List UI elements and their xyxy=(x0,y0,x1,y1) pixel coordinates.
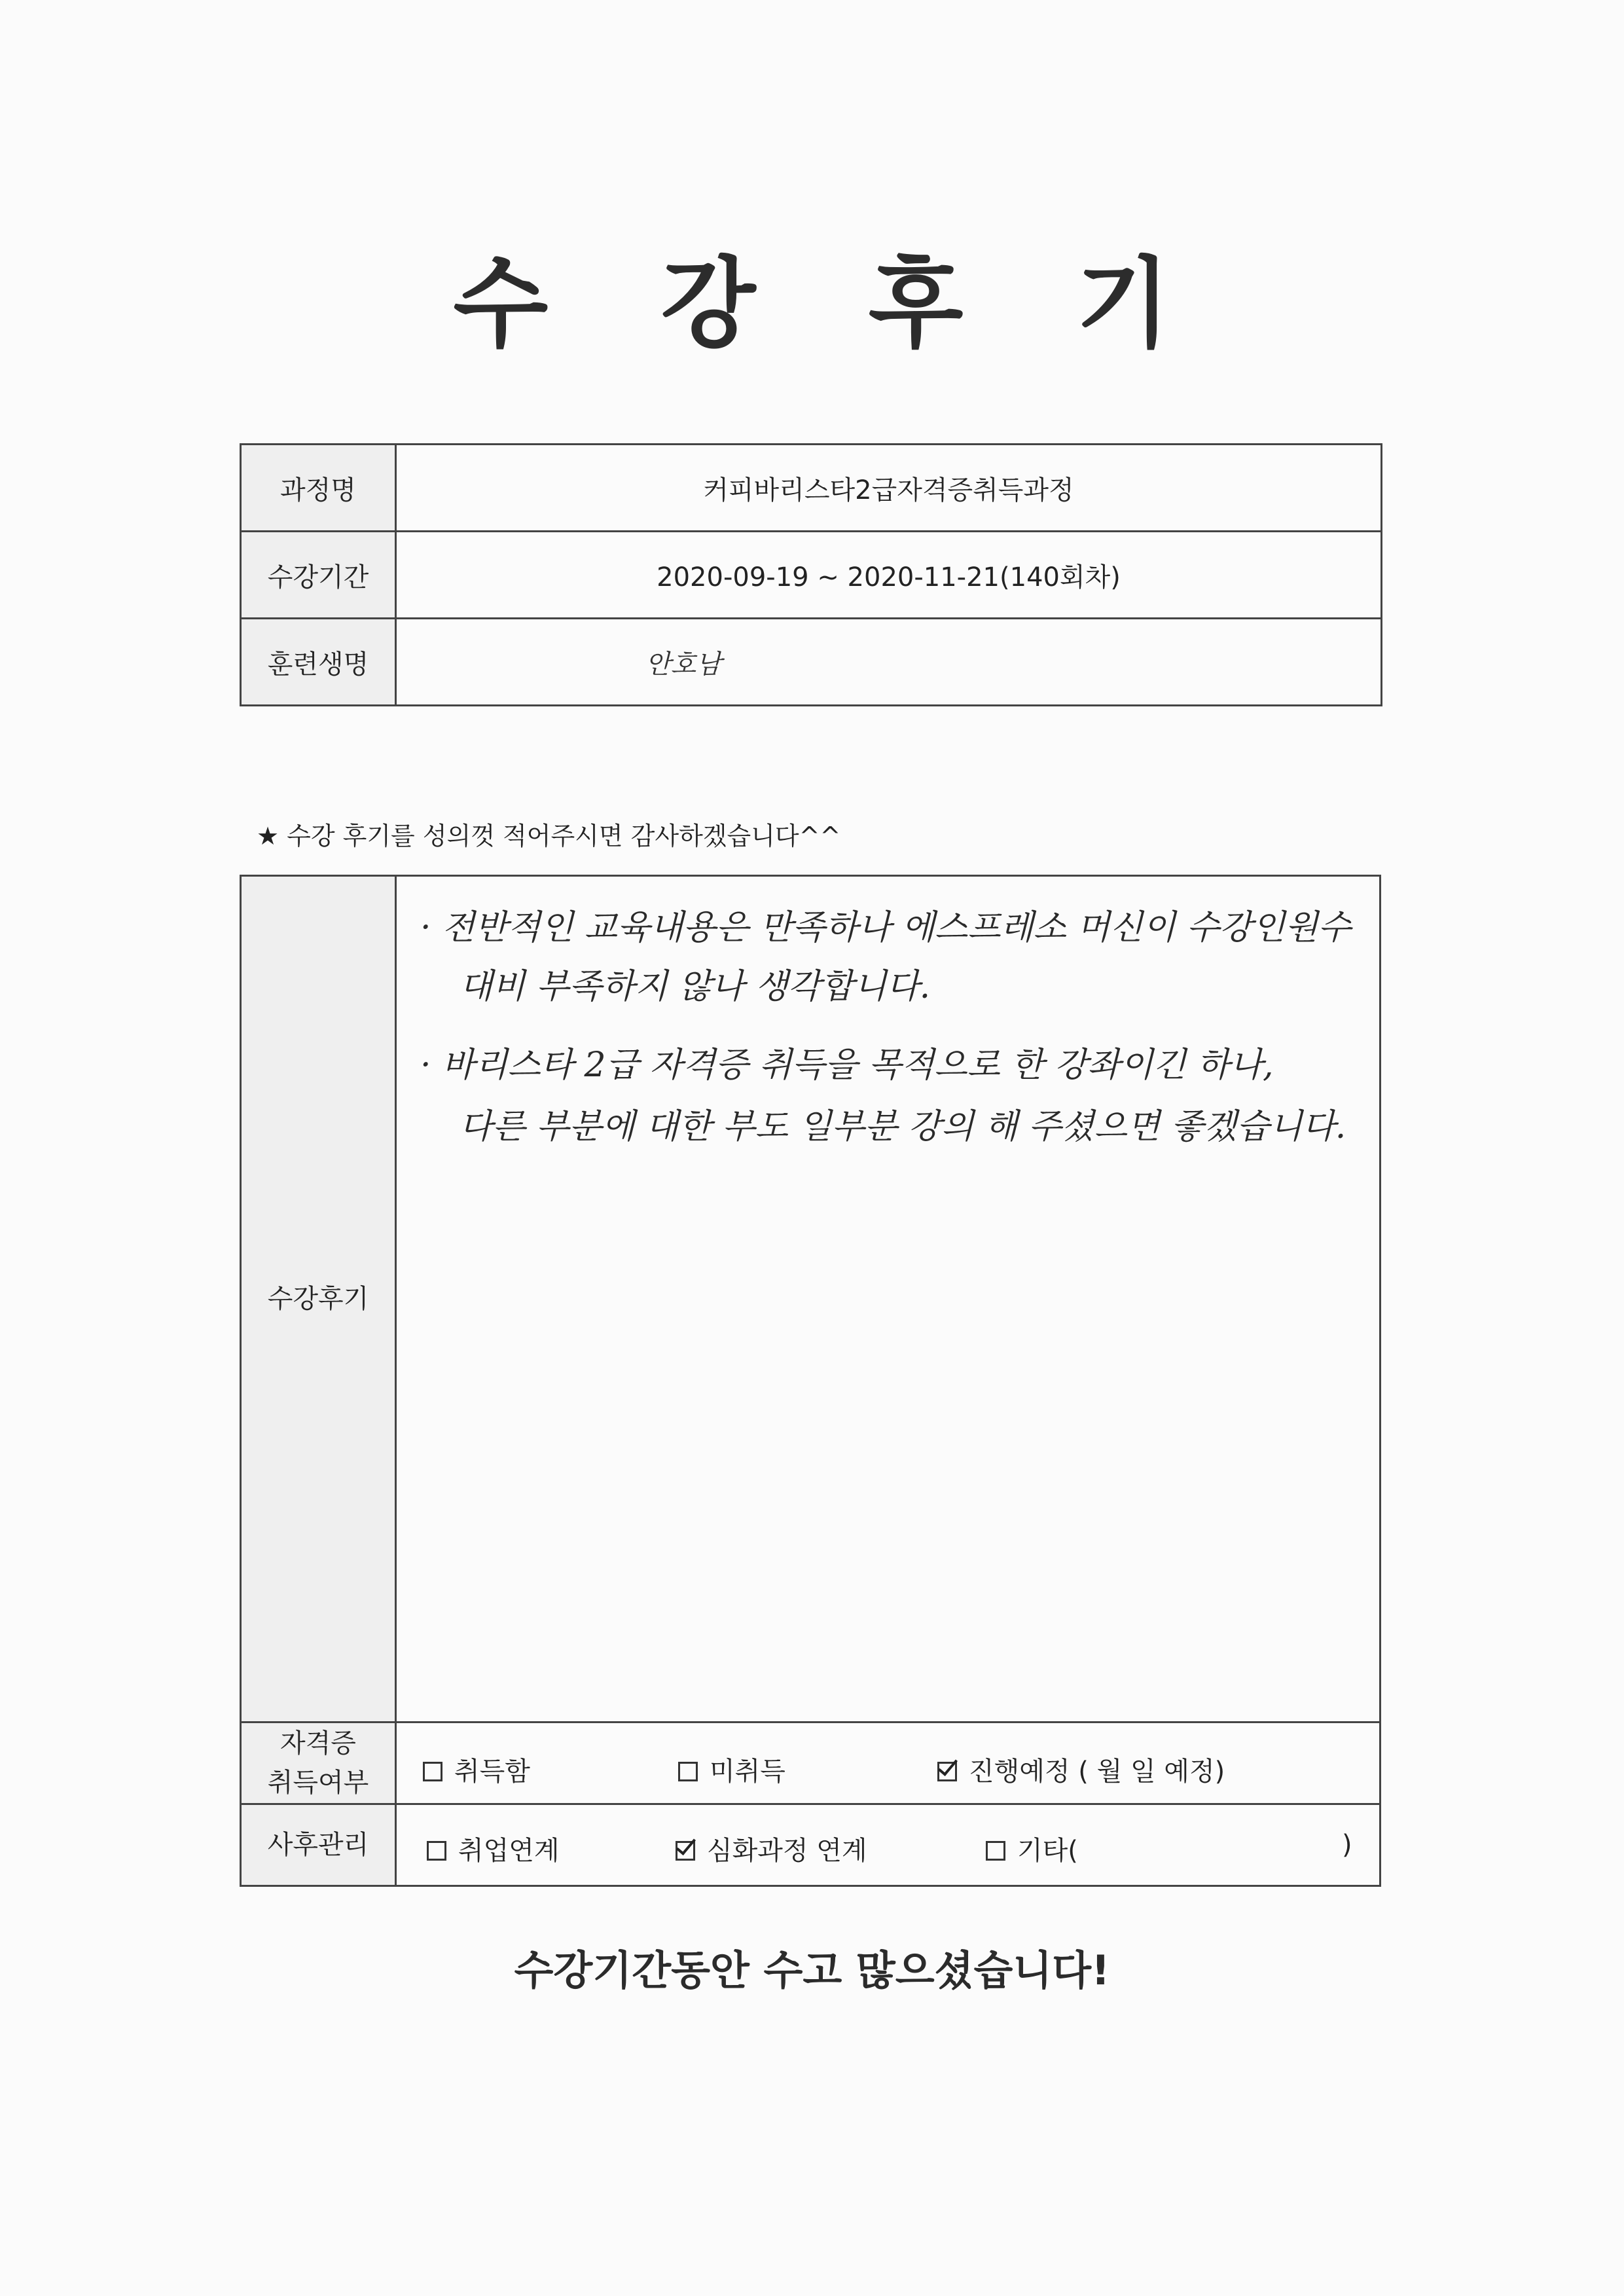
checked-checkbox-icon[interactable] xyxy=(937,1762,957,1781)
certificate-label xyxy=(241,1722,396,1804)
option-other[interactable]: 기타( xyxy=(986,1830,1078,1867)
checkbox-icon[interactable] xyxy=(986,1841,1005,1861)
review-line: · 전반적인 교육내용은 만족하나 에스프레소 머신이 수강인원수 xyxy=(420,908,1351,947)
aftercare-label: 사후관리 xyxy=(241,1804,396,1886)
review-notice: ★ 수강 후기를 성의껏 적어주시면 감사하겠습니다^^ xyxy=(257,822,841,850)
aftercare-options xyxy=(396,1804,1380,1886)
trainee-name-handwritten: 안호남 xyxy=(396,619,1382,706)
course-name-value: 커피바리스타2급자격증취득과정 xyxy=(396,445,1382,532)
option-advanced-course[interactable]: 심화과정 연계 xyxy=(676,1830,867,1867)
review-line: 대비 부족하지 않나 생각합니다. xyxy=(460,967,931,1006)
period-label: 수강기간 xyxy=(241,532,396,619)
review-line: 다른 부분에 대한 부도 일부분 강의 해 주셨으면 좋겠습니다. xyxy=(460,1107,1346,1146)
option-employment[interactable]: 취업연계 xyxy=(427,1830,560,1867)
option-planned[interactable]: 진행예정 ( 월 일 예정) xyxy=(937,1751,1225,1788)
checked-checkbox-icon[interactable] xyxy=(676,1841,695,1861)
other-close-paren: ) xyxy=(1342,1830,1352,1860)
option-acquired[interactable]: 취득함 xyxy=(423,1751,530,1788)
certificate-label-line2: 취득여부 xyxy=(267,1768,369,1798)
trainee-label: 훈련생명 xyxy=(241,619,396,706)
checkbox-icon[interactable] xyxy=(427,1841,446,1861)
course-name-label: 과정명 xyxy=(241,445,396,532)
course-info-table xyxy=(240,443,1382,706)
certificate-options xyxy=(396,1722,1380,1804)
review-table xyxy=(240,875,1381,1887)
certificate-label-line1: 자격증 xyxy=(280,1728,356,1758)
review-body xyxy=(396,876,1380,1722)
period-value: 2020-09-19 ~ 2020-11-21(140회차) xyxy=(396,532,1382,619)
option-not-acquired[interactable]: 미취득 xyxy=(678,1751,785,1788)
closing-message: 수강기간동안 수고 많으셨습니다! xyxy=(514,1946,1110,1994)
checkbox-icon[interactable] xyxy=(678,1762,698,1781)
checkbox-icon[interactable] xyxy=(423,1762,442,1781)
page-title: 수 강 후 기 xyxy=(453,247,1210,361)
review-line: · 바리스타 2급 자격증 취득을 목적으로 한 강좌이긴 하나, xyxy=(420,1046,1274,1085)
review-label: 수강후기 xyxy=(241,876,396,1722)
